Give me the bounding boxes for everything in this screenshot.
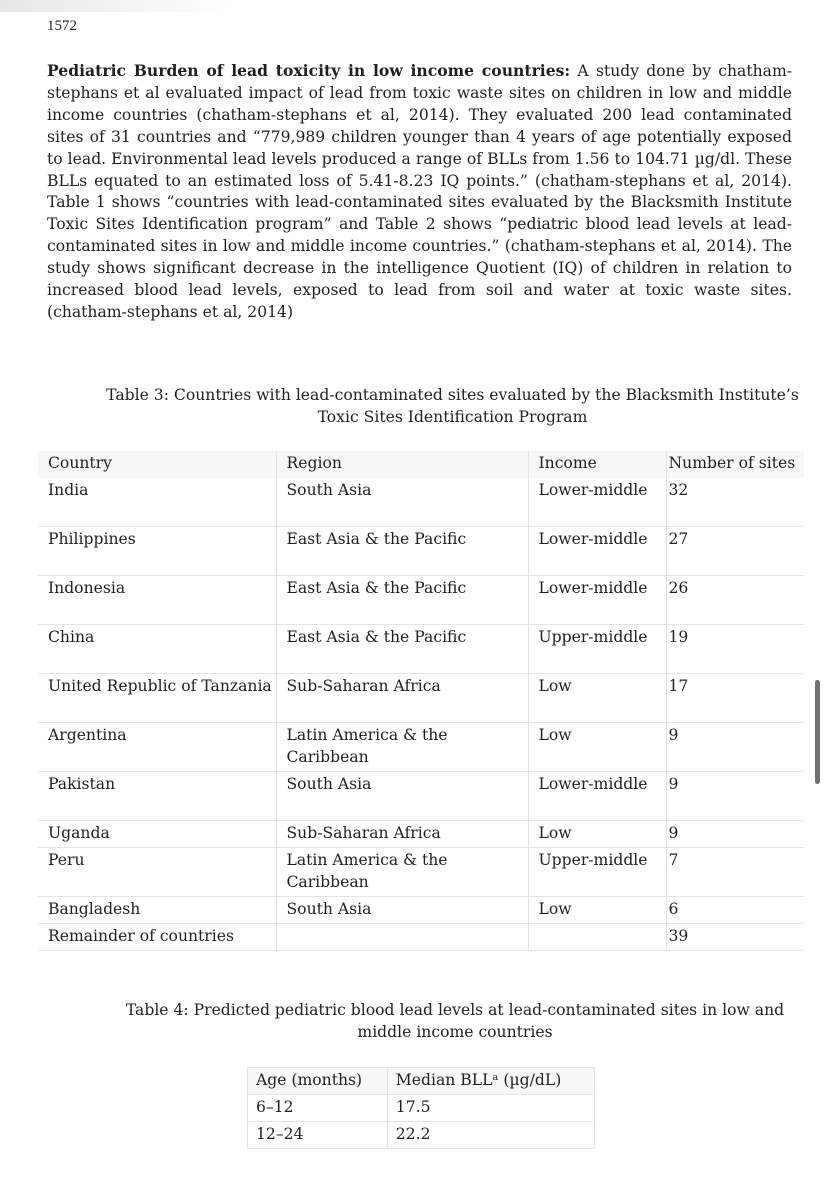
cell-age: 12–24: [248, 1121, 388, 1148]
cell-bll: 17.5: [387, 1094, 594, 1121]
header-income: Income: [528, 451, 666, 478]
cell-sites: 9: [666, 820, 804, 847]
body-paragraph: [47, 60, 792, 324]
table-row: [38, 820, 804, 847]
table-row: [248, 1121, 595, 1148]
table-row: [248, 1094, 595, 1121]
table3-header-row: [38, 451, 804, 478]
paragraph-heading: Pediatric Burden of lead toxicity in low income countries:: [47, 61, 571, 80]
cell-region: Latin America & the Caribbean: [276, 847, 528, 896]
table4: [247, 1067, 595, 1149]
cell-country: Bangladesh: [38, 896, 276, 923]
cell-sites: 17: [666, 673, 804, 722]
header-region: Region: [276, 451, 528, 478]
cell-country: China: [38, 624, 276, 673]
table4-caption: Table 4: Predicted pediatric blood lead levels at lead-contaminated sites in low and middle income countries: [125, 1001, 785, 1041]
cell-income: Lower-middle: [528, 575, 666, 624]
table-row: [38, 673, 804, 722]
cell-sites: 7: [666, 847, 804, 896]
table-row: [38, 478, 804, 527]
cell-region: South Asia: [276, 896, 528, 923]
cell-country: Indonesia: [38, 575, 276, 624]
table-row: [38, 526, 804, 575]
cell-income: Low: [528, 820, 666, 847]
cell-sites: 9: [666, 771, 804, 820]
cell-sites: 9: [666, 722, 804, 771]
cell-income: Low: [528, 896, 666, 923]
header-number-of-sites: Number of sites: [666, 451, 804, 478]
cell-country: Argentina: [38, 722, 276, 771]
table-row: [38, 624, 804, 673]
scrollbar-thumb[interactable]: [815, 680, 820, 784]
cell-sites: 6: [666, 896, 804, 923]
cell-region: South Asia: [276, 771, 528, 820]
header-age-months: Age (months): [248, 1068, 388, 1095]
cell-income: Low: [528, 673, 666, 722]
paragraph-body: A study done by chatham-stephans et al evaluated impact of lead from toxic waste sites on children in low and middle income countries (chatham-stephans et al, 2014). They evaluated 200 lead contaminated sites of 31 countries and “779,989 children younger than 4 years of age potentially exposed to lead. Environmental lead levels produced a range of BLLs from 1.56 to 104.71 µg/dl. These BLLs equated to an estimated loss of 5.41-8.23 IQ points.” (chatham-stephans et al, 2014). Table 1 shows “countries with lead-contaminated sites evaluated by the Blacksmith Institute Toxic Sites Identification program” and Table 2 shows “pediatric blood lead levels at lead- contaminated sites in low and middle income countries.” (chatham-stephans et al, 2014). The study shows significant decrease in the intelligence Quotient (IQ) of children in relation to increased blood lead levels, exposed to lead from soil and water at toxic waste sites. (chatham-stephans et al, 2014): [47, 62, 792, 321]
header-country: Country: [38, 451, 276, 478]
cell-region: [276, 923, 528, 950]
cell-sites: 26: [666, 575, 804, 624]
table-row: [38, 923, 804, 950]
table3-caption: Table 3: Countries with lead-contaminated sites evaluated by the Blacksmith Institute’s Toxic Sites Identification Program: [106, 386, 799, 426]
cell-income: Lower-middle: [528, 478, 666, 527]
cell-country: Peru: [38, 847, 276, 896]
table4-header-row: [248, 1068, 595, 1095]
cell-country: Uganda: [38, 820, 276, 847]
cell-income: Lower-middle: [528, 526, 666, 575]
table3: [38, 451, 804, 951]
cell-income: Lower-middle: [528, 771, 666, 820]
cell-country: Philippines: [38, 526, 276, 575]
cell-income: Upper-middle: [528, 847, 666, 896]
top-shadow: [0, 0, 230, 12]
cell-income: Upper-middle: [528, 624, 666, 673]
cell-sites: 27: [666, 526, 804, 575]
cell-region: East Asia & the Pacific: [276, 575, 528, 624]
cell-country: Pakistan: [38, 771, 276, 820]
page-number: 1572: [47, 18, 77, 34]
cell-sites: 19: [666, 624, 804, 673]
cell-income: Low: [528, 722, 666, 771]
table-row: [38, 722, 804, 771]
cell-country: India: [38, 478, 276, 527]
cell-region: Latin America & the Caribbean: [276, 722, 528, 771]
table-row: [38, 847, 804, 896]
cell-income: [528, 923, 666, 950]
cell-age: 6–12: [248, 1094, 388, 1121]
cell-region: Sub-Saharan Africa: [276, 673, 528, 722]
cell-region: East Asia & the Pacific: [276, 526, 528, 575]
cell-sites: 39: [666, 923, 804, 950]
cell-region: South Asia: [276, 478, 528, 527]
cell-sites: 32: [666, 478, 804, 527]
cell-region: East Asia & the Pacific: [276, 624, 528, 673]
header-median-bll: Median BLLᵃ (µg/dL): [387, 1068, 594, 1095]
cell-region: Sub-Saharan Africa: [276, 820, 528, 847]
table-row: [38, 896, 804, 923]
cell-country: Remainder of countries: [38, 923, 276, 950]
cell-country: United Republic of Tanzania: [38, 673, 276, 722]
table-row: [38, 771, 804, 820]
cell-bll: 22.2: [387, 1121, 594, 1148]
table-row: [38, 575, 804, 624]
